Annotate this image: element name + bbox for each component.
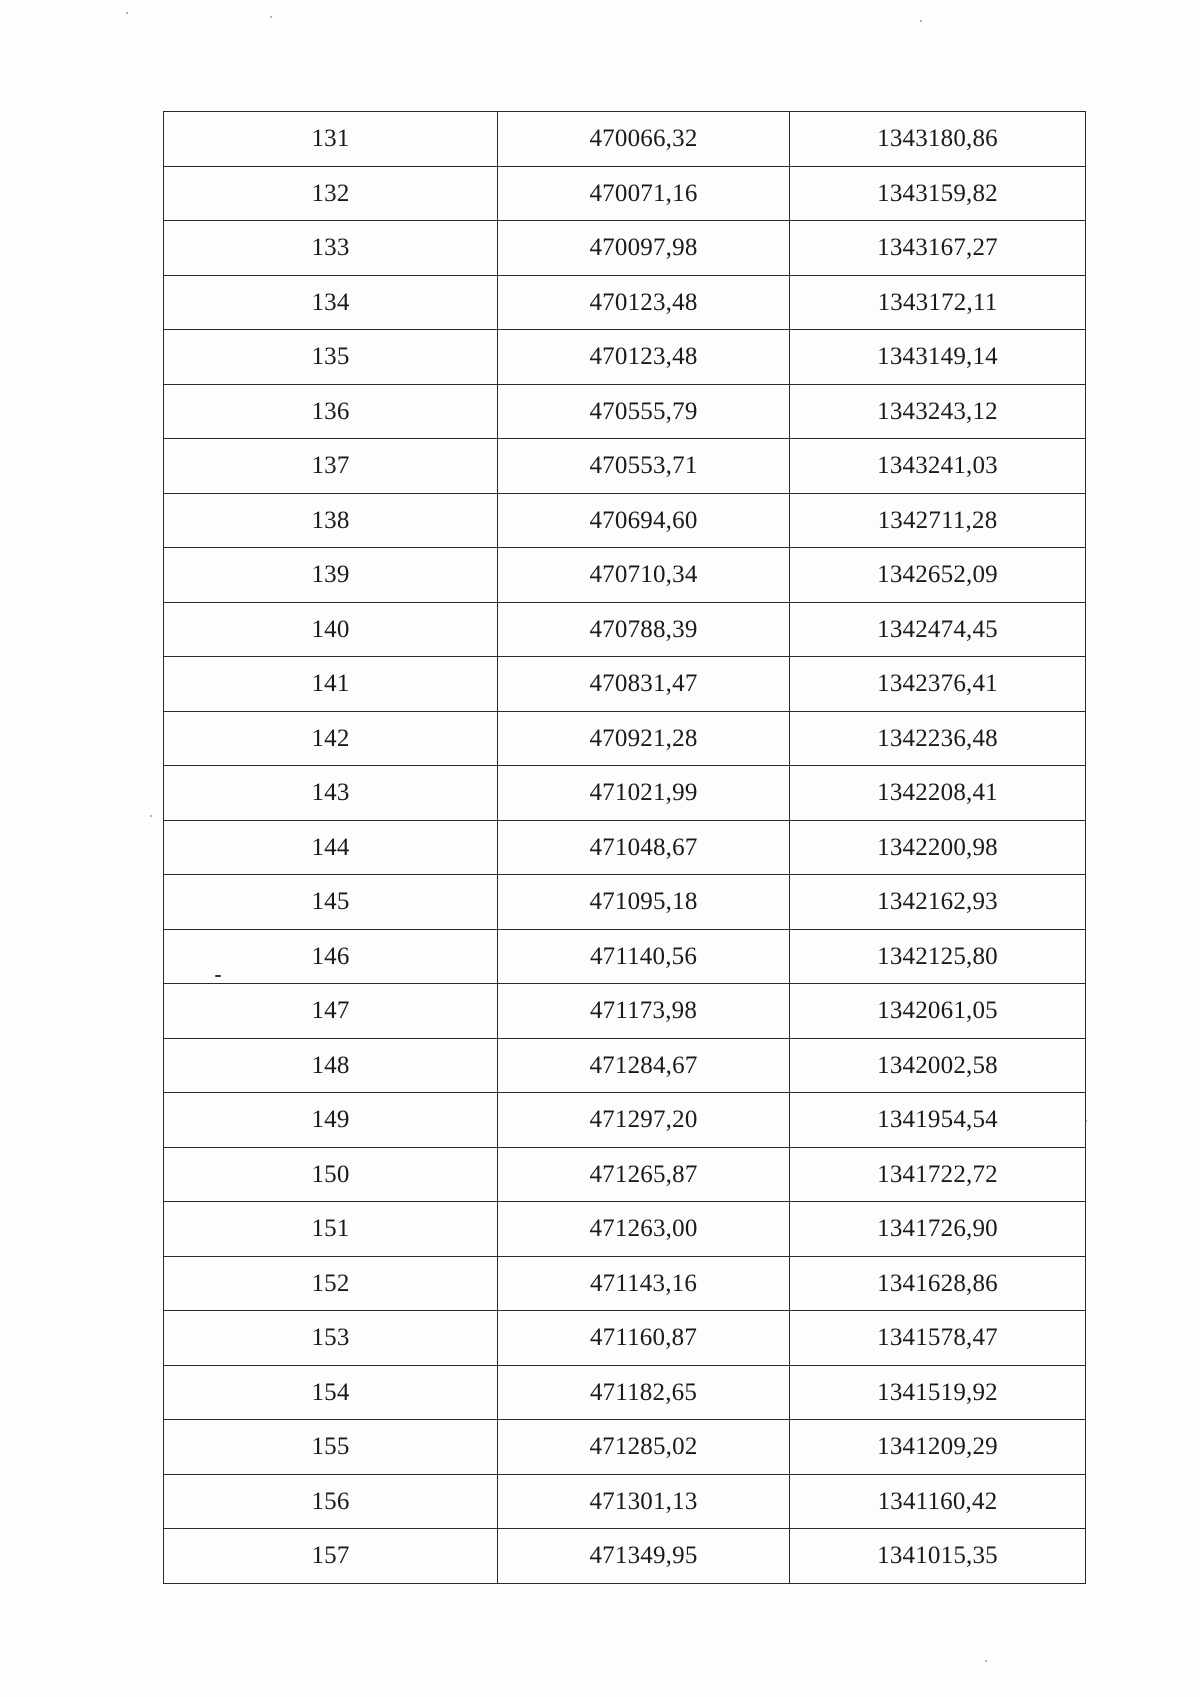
point-number-cell: 149 <box>164 1093 498 1148</box>
y-coordinate-cell: 1341628,86 <box>790 1256 1086 1311</box>
x-coordinate-cell: 470555,79 <box>498 384 790 439</box>
scan-speck <box>920 20 922 22</box>
table-row <box>164 1365 1086 1420</box>
point-number-cell: 136 <box>164 384 498 439</box>
y-coordinate-cell: 1342236,48 <box>790 711 1086 766</box>
x-coordinate-cell: 470066,32 <box>498 112 790 167</box>
table-row <box>164 875 1086 930</box>
scan-speck <box>270 16 272 18</box>
table-row <box>164 1147 1086 1202</box>
x-coordinate-cell: 471173,98 <box>498 984 790 1039</box>
table-row <box>164 439 1086 494</box>
y-coordinate-cell: 1341578,47 <box>790 1311 1086 1366</box>
point-number-cell: 138 <box>164 493 498 548</box>
x-coordinate-cell: 471143,16 <box>498 1256 790 1311</box>
x-coordinate-cell: 470710,34 <box>498 548 790 603</box>
table-row <box>164 984 1086 1039</box>
y-coordinate-cell: 1343159,82 <box>790 166 1086 221</box>
x-coordinate-cell: 470071,16 <box>498 166 790 221</box>
y-coordinate-cell: 1341726,90 <box>790 1202 1086 1257</box>
point-number-cell: 153 <box>164 1311 498 1366</box>
y-coordinate-cell: 1342711,28 <box>790 493 1086 548</box>
x-coordinate-cell: 470097,98 <box>498 221 790 276</box>
table-row <box>164 766 1086 821</box>
point-number-cell: 150 <box>164 1147 498 1202</box>
x-coordinate-cell: 470921,28 <box>498 711 790 766</box>
point-number-cell: 156 <box>164 1474 498 1529</box>
x-coordinate-cell: 471297,20 <box>498 1093 790 1148</box>
table-row <box>164 166 1086 221</box>
x-coordinate-cell: 471160,87 <box>498 1311 790 1366</box>
y-coordinate-cell: 1342376,41 <box>790 657 1086 712</box>
table-row <box>164 711 1086 766</box>
y-coordinate-cell: 1342208,41 <box>790 766 1086 821</box>
x-coordinate-cell: 471265,87 <box>498 1147 790 1202</box>
y-coordinate-cell: 1341015,35 <box>790 1529 1086 1584</box>
point-number-cell: 141 <box>164 657 498 712</box>
y-coordinate-cell: 1342125,80 <box>790 929 1086 984</box>
y-coordinate-cell: 1343172,11 <box>790 275 1086 330</box>
x-coordinate-cell: 471140,56 <box>498 929 790 984</box>
x-coordinate-cell: 471048,67 <box>498 820 790 875</box>
y-coordinate-cell: 1341209,29 <box>790 1420 1086 1475</box>
y-coordinate-cell: 1342474,45 <box>790 602 1086 657</box>
point-number-cell: 146 <box>164 929 498 984</box>
y-coordinate-cell: 1343149,14 <box>790 330 1086 385</box>
table-row <box>164 820 1086 875</box>
table-row <box>164 221 1086 276</box>
table-row <box>164 1256 1086 1311</box>
point-number-cell: 139 <box>164 548 498 603</box>
x-coordinate-cell: 471182,65 <box>498 1365 790 1420</box>
y-coordinate-cell: 1342002,58 <box>790 1038 1086 1093</box>
x-coordinate-cell: 470831,47 <box>498 657 790 712</box>
point-number-cell: 132 <box>164 166 498 221</box>
table-row <box>164 602 1086 657</box>
point-number-cell: 131 <box>164 112 498 167</box>
table-row <box>164 1420 1086 1475</box>
x-coordinate-cell: 470788,39 <box>498 602 790 657</box>
y-coordinate-cell: 1342061,05 <box>790 984 1086 1039</box>
table-row <box>164 275 1086 330</box>
x-coordinate-cell: 471021,99 <box>498 766 790 821</box>
point-number-cell: 147 <box>164 984 498 1039</box>
point-number-cell: 134 <box>164 275 498 330</box>
point-number-cell: 144 <box>164 820 498 875</box>
x-coordinate-cell: 471263,00 <box>498 1202 790 1257</box>
coordinates-table <box>163 111 1086 1584</box>
point-number-cell: 145 <box>164 875 498 930</box>
table-row <box>164 1038 1086 1093</box>
table-row <box>164 1474 1086 1529</box>
x-coordinate-cell: 470694,60 <box>498 493 790 548</box>
y-coordinate-cell: 1341954,54 <box>790 1093 1086 1148</box>
point-number-cell: 148 <box>164 1038 498 1093</box>
y-coordinate-cell: 1341519,92 <box>790 1365 1086 1420</box>
y-coordinate-cell: 1342652,09 <box>790 548 1086 603</box>
scan-speck <box>150 815 152 817</box>
table-row <box>164 493 1086 548</box>
x-coordinate-cell: 471349,95 <box>498 1529 790 1584</box>
table-row <box>164 1202 1086 1257</box>
table-row <box>164 1529 1086 1584</box>
table-row <box>164 929 1086 984</box>
table-row <box>164 1093 1086 1148</box>
point-number-cell: 143 <box>164 766 498 821</box>
x-coordinate-cell: 470123,48 <box>498 330 790 385</box>
scan-speck <box>126 12 128 14</box>
table-row <box>164 657 1086 712</box>
y-coordinate-cell: 1342162,93 <box>790 875 1086 930</box>
point-number-cell: 154 <box>164 1365 498 1420</box>
point-number-cell: 151 <box>164 1202 498 1257</box>
y-coordinate-cell: 1341160,42 <box>790 1474 1086 1529</box>
x-coordinate-cell: 470123,48 <box>498 275 790 330</box>
point-number-cell: 137 <box>164 439 498 494</box>
y-coordinate-cell: 1343241,03 <box>790 439 1086 494</box>
table-row <box>164 548 1086 603</box>
y-coordinate-cell: 1343180,86 <box>790 112 1086 167</box>
x-coordinate-cell: 471284,67 <box>498 1038 790 1093</box>
x-coordinate-cell: 470553,71 <box>498 439 790 494</box>
table-row <box>164 1311 1086 1366</box>
scan-speck <box>985 1660 987 1662</box>
x-coordinate-cell: 471095,18 <box>498 875 790 930</box>
point-number-cell: 133 <box>164 221 498 276</box>
y-coordinate-cell: 1341722,72 <box>790 1147 1086 1202</box>
x-coordinate-cell: 471285,02 <box>498 1420 790 1475</box>
point-number-cell: 157 <box>164 1529 498 1584</box>
y-coordinate-cell: 1343243,12 <box>790 384 1086 439</box>
table-row <box>164 330 1086 385</box>
y-coordinate-cell: 1343167,27 <box>790 221 1086 276</box>
table-row <box>164 112 1086 167</box>
y-coordinate-cell: 1342200,98 <box>790 820 1086 875</box>
table-row <box>164 384 1086 439</box>
point-number-cell: 142 <box>164 711 498 766</box>
point-number-cell: 140 <box>164 602 498 657</box>
point-number-cell: 152 <box>164 1256 498 1311</box>
x-coordinate-cell: 471301,13 <box>498 1474 790 1529</box>
point-number-cell: 155 <box>164 1420 498 1475</box>
point-number-cell: 135 <box>164 330 498 385</box>
coordinates-table-body <box>164 112 1086 1584</box>
